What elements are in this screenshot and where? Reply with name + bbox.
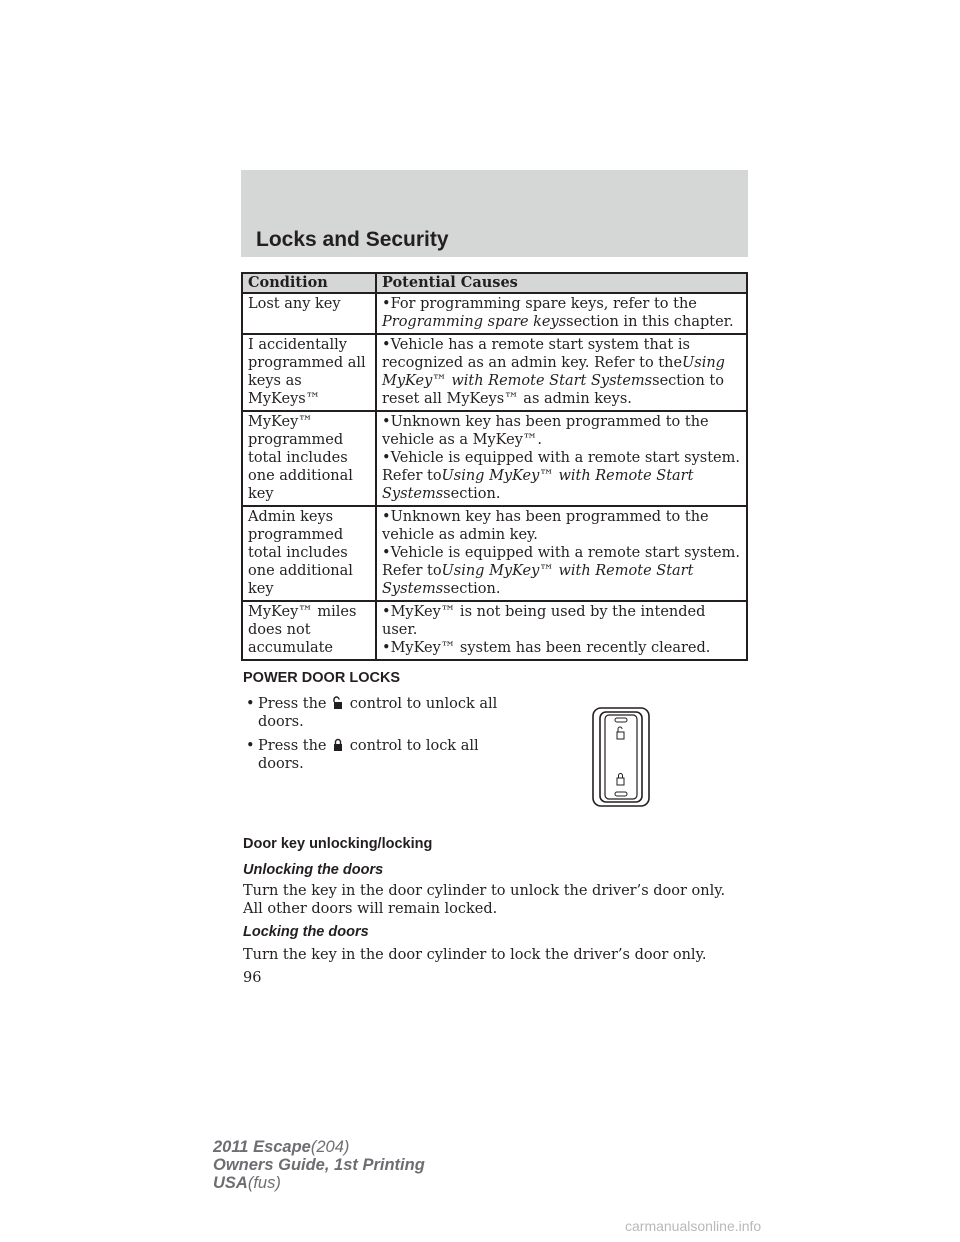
cause-text: MyKey™ is not being used by the intended user. bbox=[382, 604, 706, 638]
door-key-heading: Door key unlocking/locking bbox=[243, 836, 433, 852]
cause-text: Unknown key has been programmed to the vehicle as admin key. bbox=[382, 509, 709, 543]
unlock-bullet-prefix: Press the bbox=[258, 696, 327, 712]
cause-text: Vehicle is equipped with a remote start system. Refer to bbox=[382, 545, 740, 579]
table-row bbox=[242, 601, 747, 660]
causes-cell bbox=[376, 293, 747, 334]
unlocking-doors-heading: Unlocking the doors bbox=[243, 862, 384, 878]
cause-item bbox=[382, 544, 741, 598]
power-door-locks-heading: POWER DOOR LOCKS bbox=[243, 670, 401, 686]
lock-icon bbox=[331, 738, 345, 752]
condition-cell: I accidentally programmed all keys as MyKeys™ bbox=[242, 334, 376, 411]
table-row bbox=[242, 334, 747, 411]
causes-cell bbox=[376, 506, 747, 601]
cause-text: Unknown key has been programmed to the vehicle as a MyKey™. bbox=[382, 414, 709, 448]
condition-cell: Lost any key bbox=[242, 293, 376, 334]
lock-bullet bbox=[246, 737, 506, 773]
condition-cell: MyKey™ miles does not accumulate bbox=[242, 601, 376, 660]
cause-item bbox=[382, 639, 741, 657]
door-lock-switch-icon bbox=[591, 706, 651, 808]
cause-text: section in this chapter. bbox=[566, 314, 734, 330]
footer-model-code: (204) bbox=[310, 1138, 350, 1156]
cross-reference: Programming spare keys bbox=[382, 314, 567, 330]
footer-model: 2011 Escape bbox=[213, 1138, 311, 1156]
lock-bullet-text: control to lock all doors. bbox=[258, 738, 479, 772]
causes-cell bbox=[376, 334, 747, 411]
unlocking-doors-text: Turn the key in the door cylinder to unlock the driver’s door only. All other doors will remain locked. bbox=[243, 883, 726, 917]
potential-causes-table bbox=[241, 272, 748, 661]
column-header-causes: Potential Causes bbox=[376, 273, 747, 293]
cause-text: Vehicle is equipped with a remote start system. Refer to bbox=[382, 450, 740, 484]
table-row bbox=[242, 411, 747, 506]
condition-cell: Admin keys programmed total includes one additional key bbox=[242, 506, 376, 601]
cause-text: For programming spare keys, refer to the bbox=[390, 296, 697, 312]
locking-doors-text: Turn the key in the door cylinder to lock the driver’s door only. bbox=[243, 947, 707, 963]
page-number: 96 bbox=[243, 970, 262, 986]
print-footer bbox=[213, 1138, 425, 1192]
table-row bbox=[242, 293, 747, 334]
bullet-dot: • bbox=[246, 738, 255, 754]
cause-text: section. bbox=[443, 581, 501, 597]
watermark: carmanualsonline.info bbox=[625, 1218, 762, 1234]
unlock-bullet-text: control to unlock all doors. bbox=[258, 696, 498, 730]
cause-item bbox=[382, 295, 741, 331]
cause-item bbox=[382, 603, 741, 639]
footer-market-code: (fus) bbox=[247, 1174, 281, 1192]
locking-doors-heading: Locking the doors bbox=[243, 924, 369, 940]
condition-cell: MyKey™ programmed total includes one additional key bbox=[242, 411, 376, 506]
cause-text: MyKey™ system has been recently cleared. bbox=[390, 640, 711, 656]
unlock-icon bbox=[331, 696, 345, 710]
causes-cell bbox=[376, 411, 747, 506]
cross-reference: Using MyKey™ with Remote Start Systems bbox=[382, 563, 694, 597]
column-header-condition: Condition bbox=[242, 273, 376, 293]
cross-reference: Using MyKey™ with Remote Start Systems bbox=[382, 355, 725, 389]
cause-text: section to reset all MyKeys™ as admin keys. bbox=[382, 373, 724, 407]
lock-bullet-prefix: Press the bbox=[258, 738, 327, 754]
cause-text: section. bbox=[443, 486, 501, 502]
unlock-bullet bbox=[246, 695, 506, 731]
chapter-title: Locks and Security bbox=[256, 228, 449, 251]
footer-market: USA bbox=[213, 1174, 248, 1192]
cause-item bbox=[382, 413, 741, 449]
cause-item bbox=[382, 336, 741, 408]
bullet-dot: • bbox=[246, 696, 255, 712]
causes-cell bbox=[376, 601, 747, 660]
cross-reference: Using MyKey™ with Remote Start Systems bbox=[382, 468, 694, 502]
table-row bbox=[242, 506, 747, 601]
table-header-row bbox=[242, 273, 747, 293]
cause-item bbox=[382, 449, 741, 503]
cause-text: Vehicle has a remote start system that is recognized as an admin key. Refer to the bbox=[382, 337, 690, 371]
footer-edition: Owners Guide, 1st Printing bbox=[213, 1156, 425, 1174]
table-body bbox=[242, 293, 747, 660]
cause-item bbox=[382, 508, 741, 544]
